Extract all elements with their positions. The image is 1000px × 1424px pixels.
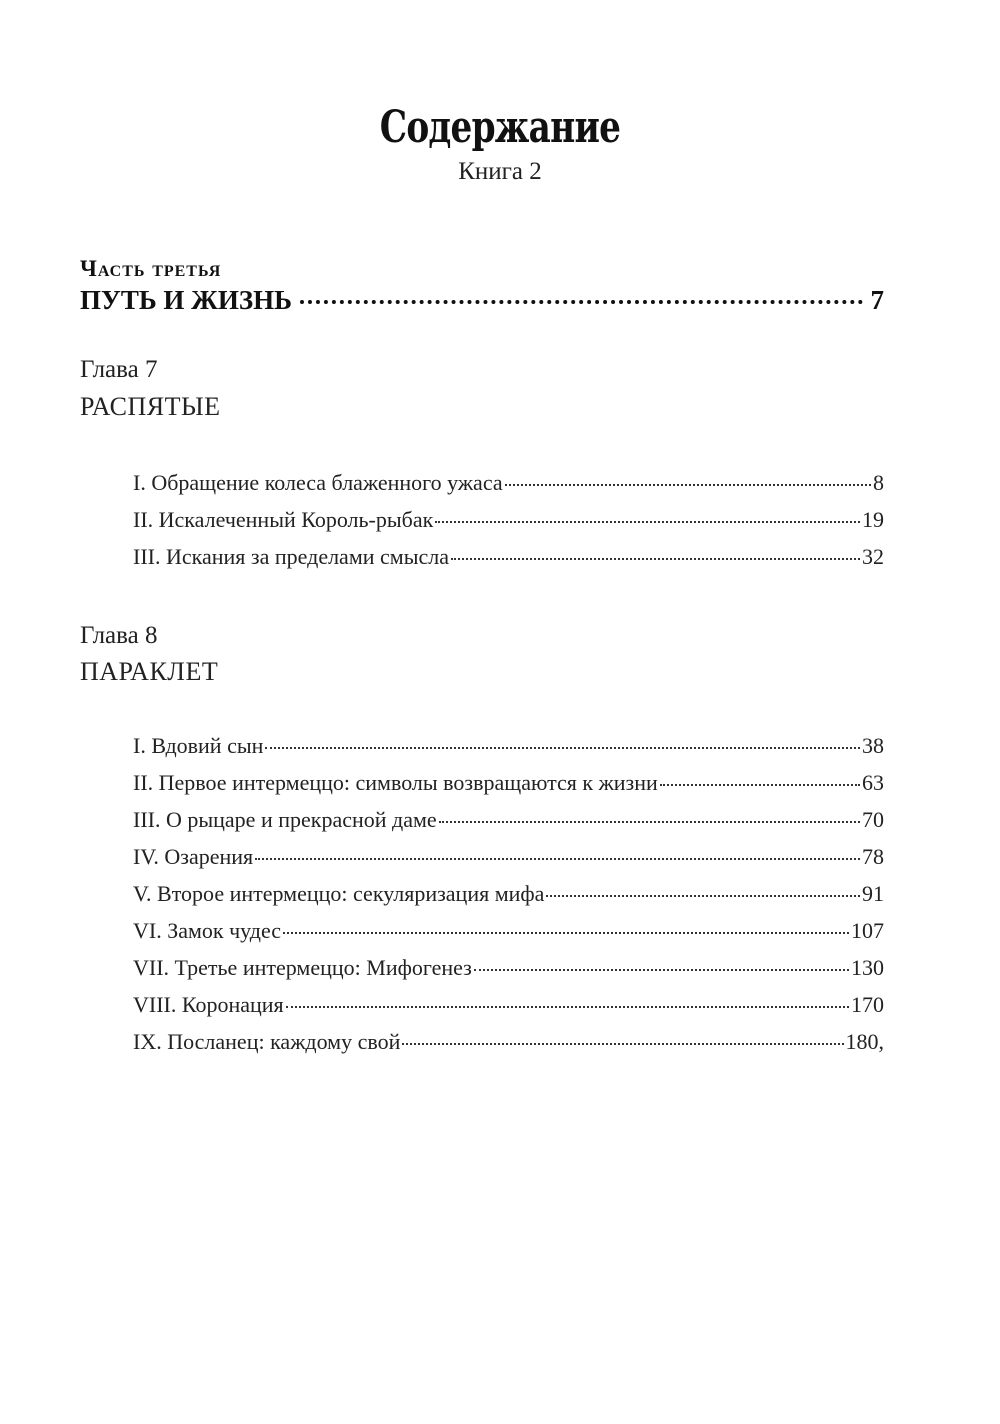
dot-leader: [451, 558, 860, 560]
dot-leader: [300, 300, 863, 304]
part-page-number: 7: [870, 285, 884, 315]
entry-title: IV. Озарения: [133, 844, 254, 869]
chapter-8-entries: [133, 733, 884, 1066]
entry-page-number: 38: [862, 733, 884, 758]
chapter-7-title: РАСПЯТЫЕ: [80, 392, 221, 421]
part-title: ПУТЬ И ЖИЗНЬ: [80, 285, 292, 315]
entry-title: VII. Третье интермеццо: Мифогенез: [133, 955, 472, 980]
toc-entry[interactable]: [133, 918, 884, 955]
dot-leader: [439, 821, 860, 823]
toc-entry[interactable]: [133, 544, 884, 581]
toc-entry[interactable]: [133, 507, 884, 544]
dot-leader: [474, 969, 849, 971]
toc-entry[interactable]: [133, 470, 884, 507]
entry-page-number: 107: [851, 918, 884, 943]
part-entry[interactable]: [80, 285, 884, 316]
toc-entry[interactable]: [133, 881, 884, 918]
entry-page-number: 180,: [845, 1029, 884, 1054]
dot-leader: [435, 521, 860, 523]
toc-entry[interactable]: [133, 770, 884, 807]
toc-entry[interactable]: [133, 992, 884, 1029]
entry-page-number: 170: [851, 992, 884, 1017]
dot-leader: [286, 1006, 849, 1008]
entry-page-number: 91: [862, 881, 884, 906]
dot-leader: [505, 484, 871, 486]
dot-leader: [660, 784, 860, 786]
toc-entry[interactable]: [133, 844, 884, 881]
dot-leader: [265, 747, 860, 749]
entry-title: IX. Посланец: каждому свой: [133, 1029, 401, 1054]
entry-page-number: 130: [851, 955, 884, 980]
entry-page-number: 32: [862, 544, 884, 569]
entry-page-number: 78: [862, 844, 884, 869]
part-label: Часть третья: [80, 256, 222, 281]
toc-entry[interactable]: [133, 733, 884, 770]
dot-leader: [255, 858, 860, 860]
entry-page-number: 70: [862, 807, 884, 832]
entry-title: III. О рыцаре и прекрасной даме: [133, 807, 437, 832]
entry-page-number: 8: [873, 470, 884, 495]
entry-title: III. Искания за пределами смысла: [133, 544, 449, 569]
toc-entry[interactable]: [133, 807, 884, 844]
entry-title: I. Вдовий сын: [133, 733, 264, 758]
chapter-8-label: Глава 8: [80, 622, 158, 649]
page-title: Содержание: [379, 102, 621, 153]
entry-title: II. Искалеченный Король-рыбак: [133, 507, 434, 532]
chapter-7-label: Глава 7: [80, 356, 158, 383]
toc-entry[interactable]: [133, 955, 884, 992]
dot-leader: [546, 895, 860, 897]
book-subtitle: Книга 2: [458, 158, 542, 185]
entry-title: I. Обращение колеса блаженного ужаса: [133, 470, 503, 495]
entry-title: VI. Замок чудес: [133, 918, 282, 943]
dot-leader: [283, 932, 849, 934]
entry-title: V. Второе интермеццо: секуляризация мифа: [133, 881, 545, 906]
entry-title: VIII. Коронация: [133, 992, 284, 1017]
entry-page-number: 63: [862, 770, 884, 795]
entry-title: II. Первое интермеццо: символы возвращаются к жизни: [133, 770, 658, 795]
entry-page-number: 19: [862, 507, 884, 532]
toc-entry[interactable]: [133, 1029, 884, 1066]
chapter-7-entries: [133, 470, 884, 581]
dot-leader: [402, 1043, 843, 1045]
chapter-8-title: ПАРАКЛЕТ: [80, 657, 219, 686]
